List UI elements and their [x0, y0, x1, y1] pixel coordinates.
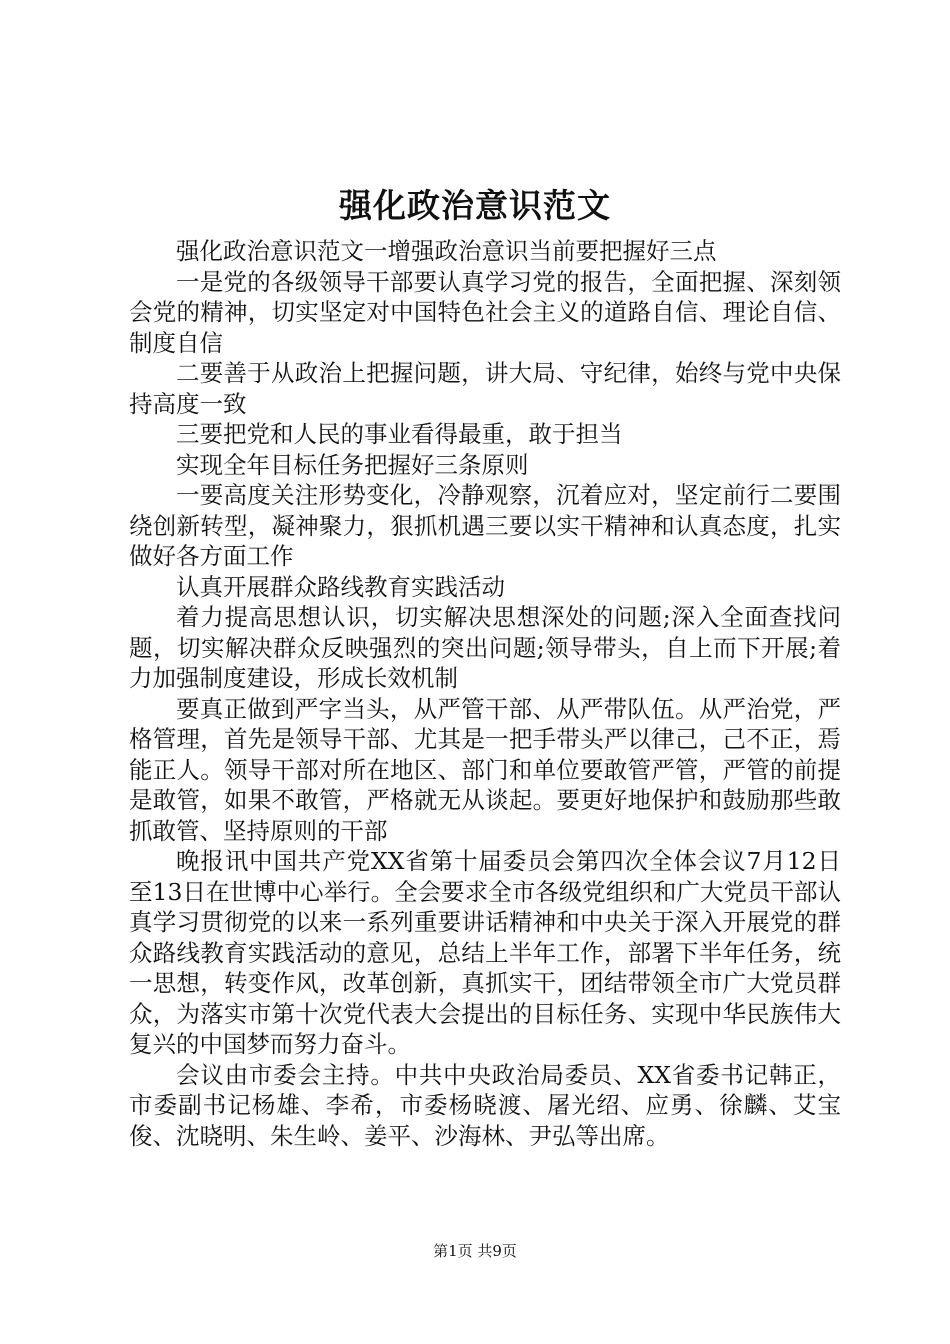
- paragraph: 晚报讯中国共产党XX省第十届委员会第四次全体会议7月12日至13日在世博中心举行。全会要求全市各级党组织和广大党员干部认真学习贯彻党的以来一系列重要讲话精神和中央关于深入开展党的群众路线教育实践活动的意见，总结上半年工作，部署下半年任务，统一思想，转变作风，改革创新，真抓实干，团结带领全市广大党员群众，为落实市第十次党代表大会提出的目标任务、实现中华民族伟大复兴的中国梦而努力奋斗。: [129, 847, 841, 1058]
- paragraph: 二要善于从政治上把握问题，讲大局、守纪律，始终与党中央保持高度一致: [129, 359, 841, 418]
- paragraph-heading: 实现全年目标任务把握好三条原则: [176, 450, 529, 479]
- paragraph: 一是党的各级领导干部要认真学习党的报告，全面把握、深刻领会党的精神，切实坚定对中国特色社会主义的道路自信、理论自信、制度自信: [129, 267, 841, 357]
- paragraph: 要真正做到严字当头，从严管干部、从严带队伍。从严治党，严格管理，首先是领导干部、尤其是一把手带头严以律己，己不正，焉能正人。领导干部对所在地区、部门和单位要敢管严管，严管的前提是敢管，如果不敢管，严格就无从谈起。要更好地保护和鼓励那些敢抓敢管、坚持原则的干部: [129, 694, 841, 845]
- paragraph: 一要高度关注形势变化，冷静观察，沉着应对，坚定前行二要围绕创新转型，凝神聚力，狠抓机遇三要以实干精神和认真态度，扎实做好各方面工作: [129, 481, 841, 570]
- paragraph-heading: 认真开展群众路线教育实践活动: [176, 572, 505, 601]
- paragraph-intro: 强化政治意识范文一增强政治意识当前要把握好三点: [176, 237, 717, 265]
- page-number-footer: 第1页 共9页: [433, 1242, 517, 1260]
- paragraph: 三要把党和人民的事业看得最重，敢于担当: [176, 420, 623, 448]
- paragraph: 着力提高思想认识，切实解决思想深处的问题;深入全面查找问题，切实解决群众反映强烈的突出问题;领导带头，自上而下开展;着力加强制度建设，形成长效机制: [129, 603, 841, 692]
- document-body: [129, 236, 841, 1151]
- document-title: 强化政治意识范文: [339, 186, 611, 225]
- paragraph: 会议由市委会主持。中共中央政治局委员、XX省委书记韩正，市委副书记杨雄、李希，市委杨晓渡、屠光绍、应勇、徐麟、艾宝俊、沈晓明、朱生岭、姜平、沙海林、尹弘等出席。: [129, 1060, 841, 1150]
